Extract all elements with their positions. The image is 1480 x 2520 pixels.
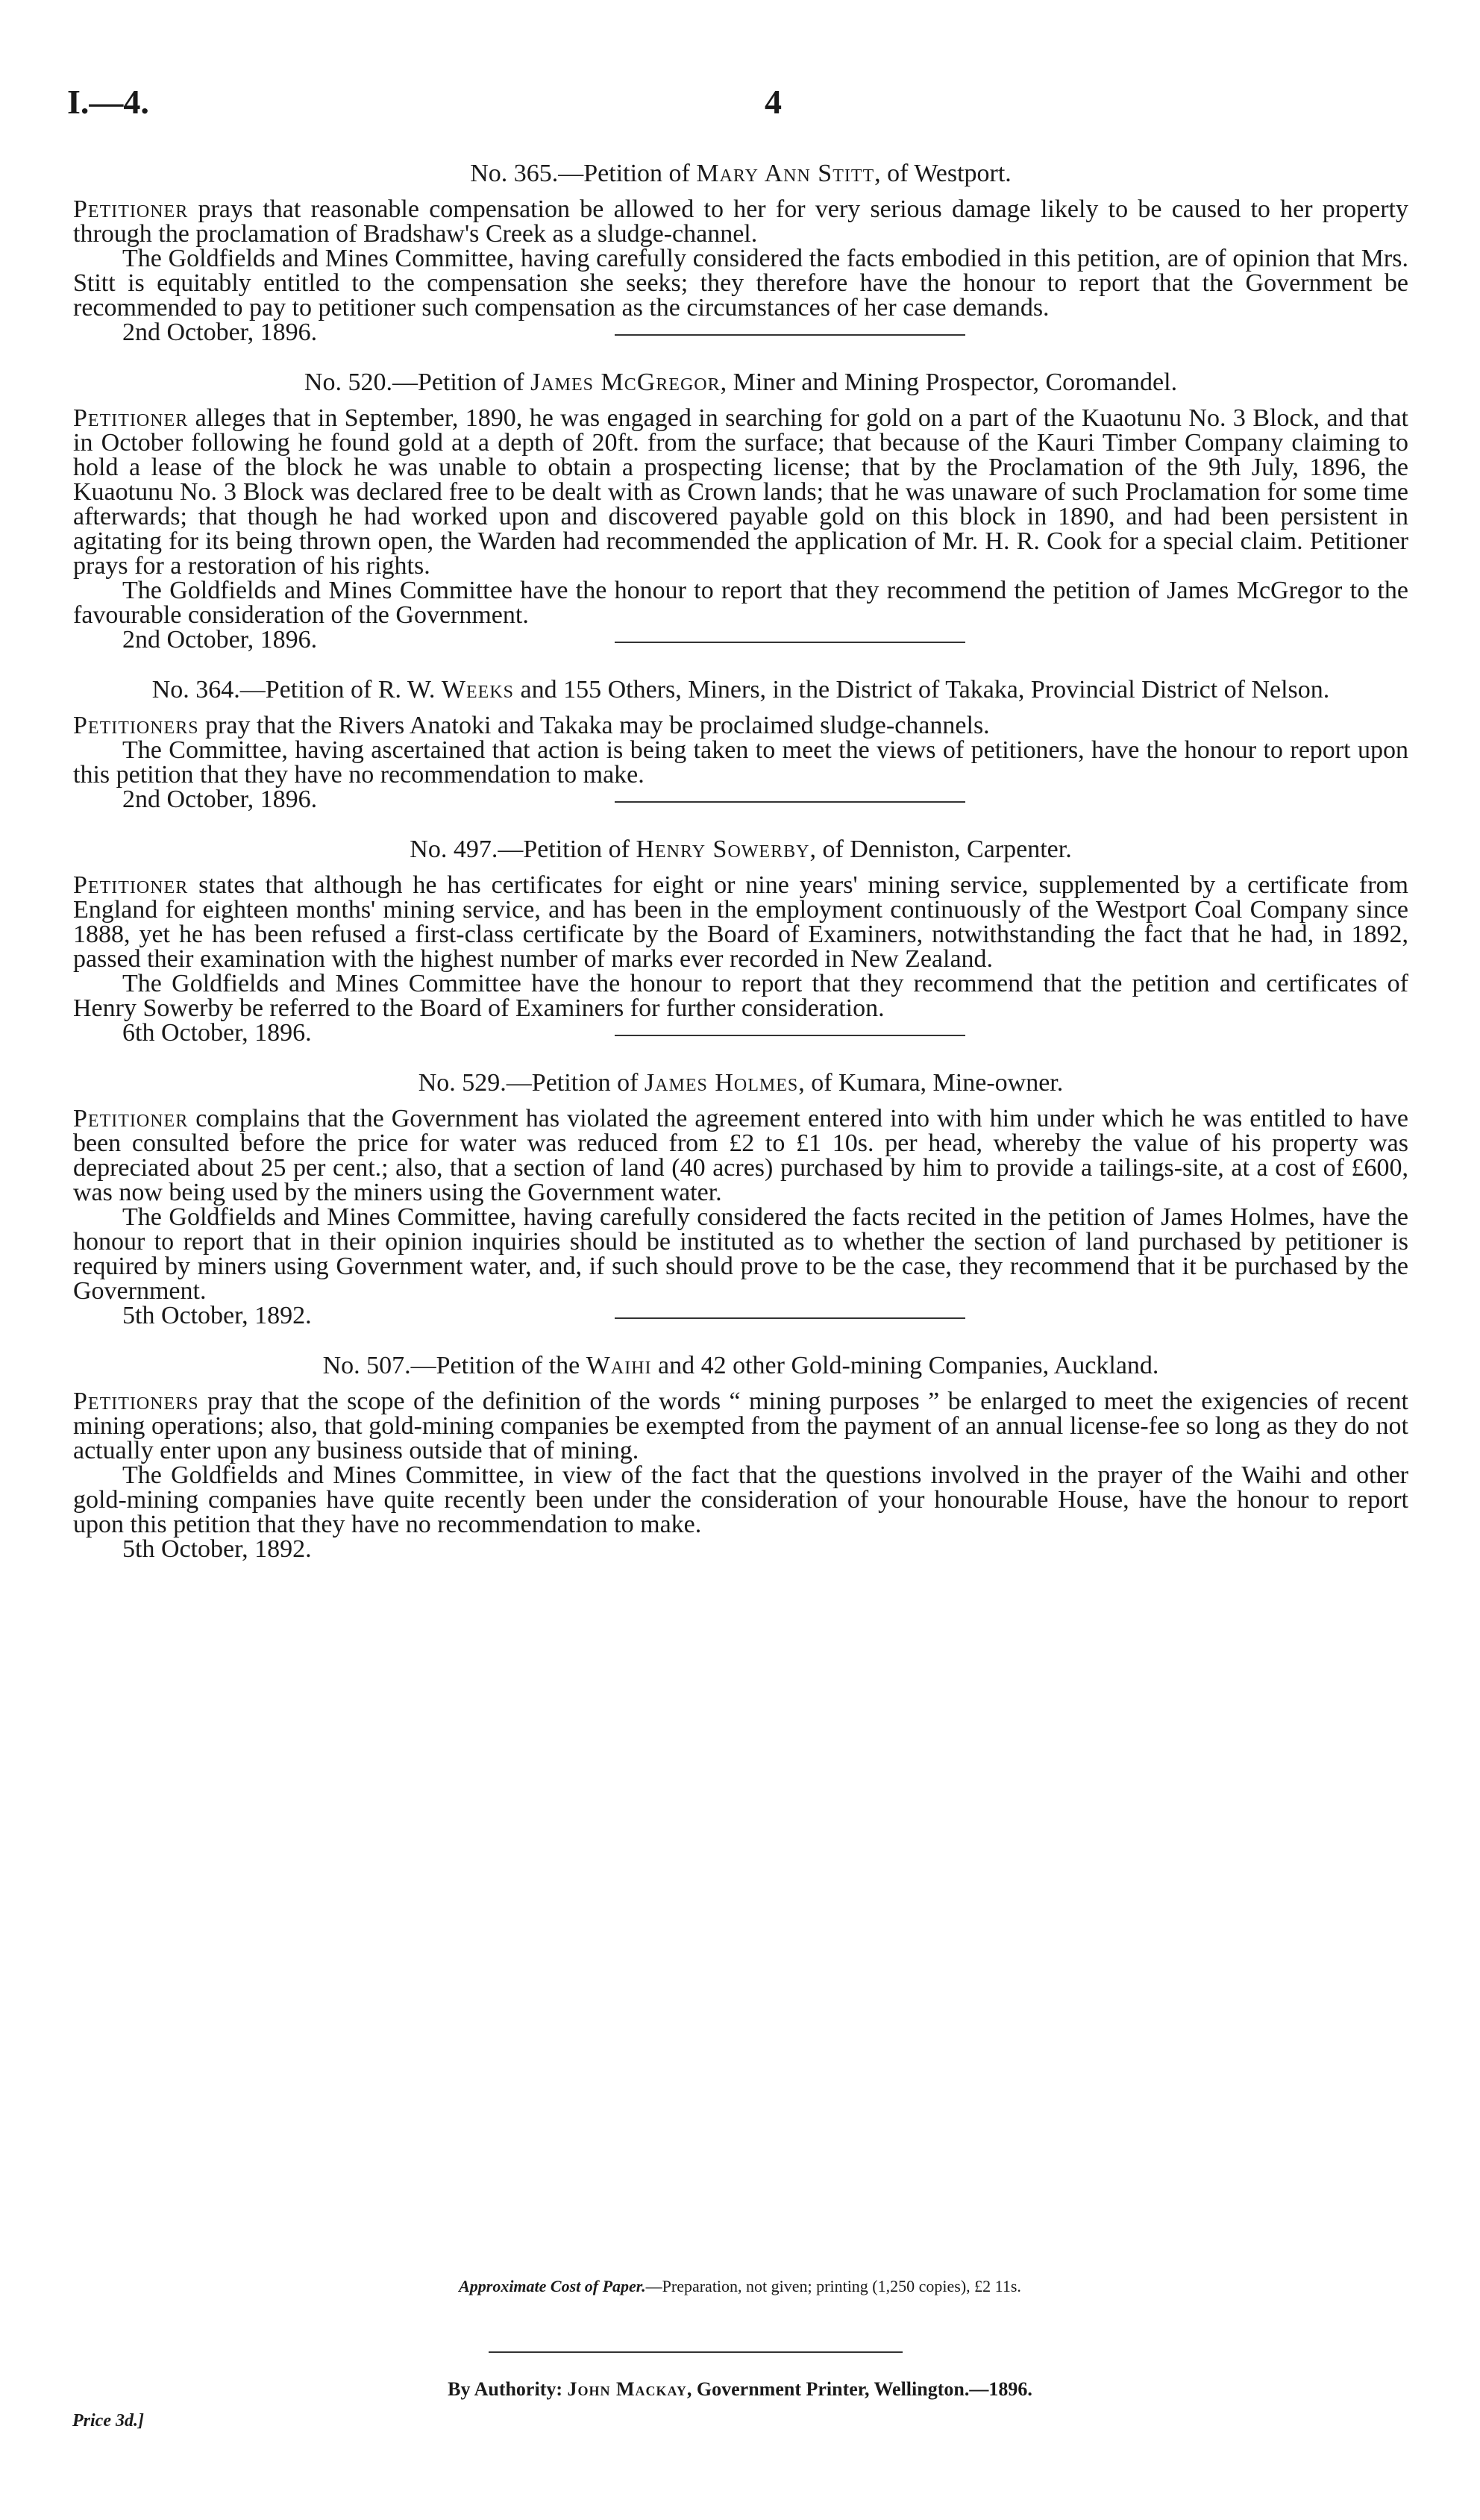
report-date: 6th October, 1896.	[122, 1021, 1408, 1045]
committee-report: The Goldfields and Mines Committee, having carefully considered the facts recited in the petition of James Holmes, have the honour to report that in their opinion inquiries should be instituted as to whether the section of land purchased by petitioner is required by miners using Government water, and, if such should prove to be the case, they recommend that it be purchased by the Government.	[73, 1203, 1408, 1305]
section-divider	[615, 1317, 965, 1319]
footer-divider	[489, 2351, 903, 2353]
report-date: 5th October, 1892.	[122, 1303, 1408, 1328]
committee-report: The Goldfields and Mines Committee, having carefully considered the facts embodied in this petition, are of opinion that Mrs. Stitt is equitably entitled to the compensation she seeks; they therefore have the honour to report that the Government be recommended to pay to petitioner such compensation as the circumstances of her case demands.	[73, 245, 1408, 322]
price-note: Price 3d.]	[72, 2411, 144, 2430]
petition-365	[73, 158, 1408, 345]
petition-520	[73, 367, 1408, 652]
printer-name: John Mackay	[567, 2378, 687, 2400]
printer-imprint: By Authority: John Mackay, Government Printer, Wellington.—1896.	[448, 2378, 1032, 2400]
section-divider	[615, 1035, 965, 1036]
section-divider	[615, 801, 965, 803]
petitioner-name: James McGregor	[530, 369, 721, 396]
section-divider	[615, 642, 965, 643]
petition-prayer: Petitioners pray that the scope of the definition of the words “ mining purposes ” be enlarged to meet the exigencies of recent mining operations; also, that gold-mining companies be exempted from the payment of an annual license-fee so long as they do not actually enter upon any business outside that of mining.	[73, 1388, 1408, 1464]
series-number: I.—4.	[67, 83, 149, 121]
petition-prayer: Petitioner prays that reasonable compensation be allowed to her for very serious damage likely to be caused to her property through the proclamation of Bradshaw's Creek as a sludge-channel.	[73, 195, 1408, 248]
petition-title: No. 365.—Petition of Mary Ann Stitt, of Westport.	[470, 160, 1012, 187]
petition-529	[73, 1068, 1408, 1328]
petition-title: No. 364.—Petition of R. W. Weeks and 155 Others, Miners, in the District of Takaka, Provincial District of Nelson.	[151, 676, 1330, 703]
page-number: 4	[765, 83, 782, 121]
petition-364	[73, 674, 1408, 812]
petition-prayer: Petitioner complains that the Government has violated the agreement entered into with him under which he was entitled to have been consulted before the price for water was reduced from £2 to £1 10s. per head, whereby the value of his property was depreciated about 25 per cent.; also, that a section of land (40 acres) purchased by him to provide a tailings-site, at a cost of £600, was now being used by the miners using the Government water.	[73, 1105, 1408, 1206]
petitioner-name: Henry Sowerby	[636, 836, 810, 863]
petition-prayer: Petitioner states that although he has certificates for eight or nine years' mining service, supplemented by a certificate from England for eighteen months' mining service, and has been in the employment continuously of the Westport Coal Company since 1888, yet he has been refused a first-class certificate by the Board of Examiners, notwithstanding the fact that he had, in 1892, passed their examination with the highest number of marks ever recorded in New Zealand.	[73, 871, 1408, 973]
petition-prayer: Petitioners pray that the Rivers Anatoki and Takaka may be proclaimed sludge-channels.	[73, 712, 990, 739]
petition-prayer: Petitioner alleges that in September, 1890, he was engaged in searching for gold on a part of the Kuaotunu No. 3 Block, and that in October following he found gold at a depth of 20ft. from the surface; that because of the Kauri Timber Company claiming to hold a lease of the block he was unable to obtain a prospecting license; that by the Proclamation of the 9th July, 1896, the Kuaotunu No. 3 Block was declared free to be dealt with as Crown lands; that he was unaware of such Proclamation for some time afterwards; that though he had worked upon and discovered payable gold on this block in 1890, and had been persistent in agitating for its being thrown open, the Warden had recommended the application of Mr. H. R. Cook for a special claim. Petitioner prays for a restoration of his rights.	[73, 404, 1408, 580]
petition-title: No. 529.—Petition of James Holmes, of Kumara, Mine-owner.	[418, 1069, 1064, 1097]
committee-report: The Goldfields and Mines Committee have the honour to report that they recommend that the petition and certificates of Henry Sowerby be referred to the Board of Examiners for further consideration.	[73, 970, 1408, 1022]
petition-497	[73, 834, 1408, 1045]
page-header	[67, 82, 1410, 127]
petition-title: No. 507.—Petition of the Waihi and 42 other Gold-mining Companies, Auckland.	[322, 1352, 1159, 1379]
section-divider	[615, 334, 965, 336]
petition-title: No. 497.—Petition of Henry Sowerby, of Denniston, Carpenter.	[410, 836, 1072, 863]
petition-title: No. 520.—Petition of James McGregor, Miner and Mining Prospector, Coromandel.	[304, 369, 1178, 396]
petitions-list	[73, 158, 1408, 1561]
committee-report: The Committee, having ascertained that action is being taken to meet the views of petitioners, have the honour to report upon this petition that they have no recommendation to make.	[73, 736, 1408, 789]
committee-report: The Goldfields and Mines Committee have the honour to report that they recommend the petition of James McGregor to the favourable consideration of the Government.	[73, 577, 1408, 629]
petition-507	[73, 1350, 1408, 1561]
report-date: 5th October, 1892.	[122, 1535, 312, 1563]
petitioner-name: James Holmes	[644, 1069, 799, 1097]
report-date: 2nd October, 1896.	[122, 787, 1408, 812]
report-date: 2nd October, 1896.	[122, 627, 1408, 652]
report-date: 2nd October, 1896.	[122, 320, 1408, 345]
cost-note: Approximate Cost of Paper.—Preparation, not given; printing (1,250 copies), £2 11s.	[459, 2277, 1021, 2295]
petitioner-name: Waihi	[586, 1352, 652, 1379]
petitioner-name: Weeks	[441, 676, 514, 703]
petitioner-name: Mary Ann Stitt	[696, 160, 875, 187]
committee-report: The Goldfields and Mines Committee, in view of the fact that the questions involved in the prayer of the Waihi and other gold-mining companies have quite recently been under the consideration of your honourable House, have the honour to report upon this petition that they have no recommendation to make.	[73, 1461, 1408, 1538]
